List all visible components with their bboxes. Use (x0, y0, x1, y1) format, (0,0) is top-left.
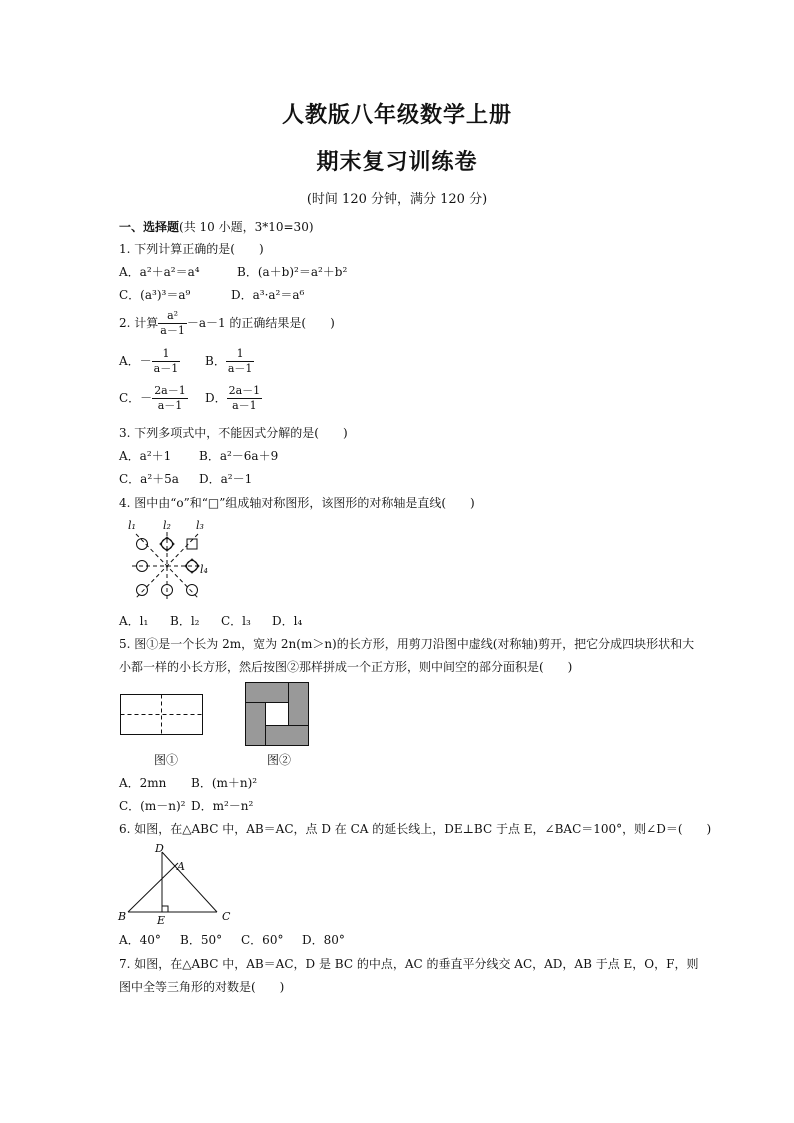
q2-option-c-label: C．－ (119, 391, 153, 405)
symmetry-figure (122, 518, 218, 606)
q2-option-b-label: B． (205, 354, 226, 368)
q4-option-a[interactable]: A．l₁ (119, 614, 149, 628)
point-d-label: D (155, 842, 164, 855)
question-1-options-row1 (119, 264, 347, 280)
figure-1-caption: 图① (154, 753, 179, 767)
q3-option-d[interactable]: D．a²－1 (199, 472, 253, 486)
q2-option-a-num: 1 (152, 347, 181, 362)
question-3-stem: 3. 下列多项式中，不能因式分解的是( ) (119, 426, 348, 440)
label-l1: l₁ (128, 519, 136, 532)
label-l4: l₄ (200, 563, 208, 576)
q2-option-a[interactable] (119, 347, 205, 376)
label-l2: l₂ (163, 519, 171, 532)
q2-frac-den: a－1 (160, 324, 185, 337)
q2-stem-prefix: 2. 计算 (119, 316, 159, 330)
question-1-options-row2 (119, 287, 304, 303)
q2-option-d-label: D． (205, 391, 227, 405)
q4-option-d[interactable]: D．l₄ (272, 614, 303, 628)
circle-shape (137, 585, 148, 596)
triangle-figure (116, 840, 240, 926)
q2-option-c-num: 2a－1 (154, 384, 186, 397)
q3-option-b[interactable]: B．a²－6a＋9 (199, 449, 279, 463)
figure-2-caption: 图② (267, 753, 292, 767)
q1-option-b[interactable]: B．(a＋b)²＝a²＋b² (237, 265, 348, 279)
q3-option-c[interactable]: C．a²＋5a (119, 472, 179, 486)
q2-option-d[interactable] (205, 384, 262, 413)
question-5-stem-line2: 小都一样的小长方形，然后按图②那样拼成一个正方形，则中间空的部分面积是( ) (119, 660, 573, 674)
question-6-stem: 6. 如图，在△ABC 中，AB＝AC，点 D 在 CA 的延长线上，DE⊥BC 于点 E，∠BAC＝100°，则∠D＝( ) (119, 822, 712, 836)
question-7-stem-line1: 7. 如图，在△ABC 中，AB＝AC，D 是 BC 的中点，AC 的垂直平分线交 AC，AD，AB 于点 E，O，F，则 (119, 957, 699, 971)
q2-option-d-num: 2a－1 (228, 384, 261, 397)
fig1-outline (121, 695, 203, 735)
q1-option-c[interactable]: C．(a³)³＝a⁹ (119, 288, 191, 302)
q6-option-c[interactable]: C．60° (241, 933, 284, 947)
q2-option-b-num: 1 (226, 347, 255, 362)
right-angle-mark (162, 906, 168, 912)
question-2-stem (119, 309, 335, 338)
question-5-options-row1 (119, 775, 257, 791)
section-heading-label: 一、选择题 (119, 220, 180, 234)
figure-2-square (246, 683, 309, 746)
q2-option-c[interactable] (119, 384, 205, 413)
q4-option-c[interactable]: C．l₃ (221, 614, 251, 628)
question-7-stem-line2: 图中全等三角形的对数是( ) (119, 980, 285, 994)
q2-option-b-den: a－1 (227, 362, 253, 375)
segment-ba (128, 863, 178, 912)
question-2-options-row2 (119, 384, 262, 413)
point-c-label: C (222, 910, 231, 923)
q1-option-a[interactable]: A．a²＋a²＝a⁴ (119, 265, 200, 279)
q3-option-a[interactable]: A．a²＋1 (119, 449, 172, 463)
circle-shape (187, 585, 198, 596)
q2-option-d-frac (227, 384, 263, 413)
section-heading-note: (共 10 小题，3*10=30) (179, 220, 314, 234)
q2-option-a-label: A．－ (119, 354, 152, 368)
point-b-label: B (118, 910, 127, 923)
question-5-stem-line1: 5. 图①是一个长为 2m，宽为 2n(m＞n)的长方形，用剪刀沿图中虚线(对称轴)剪开，把它分成四块形状和大 (119, 637, 695, 651)
label-l3: l₃ (196, 519, 204, 532)
question-4-options (119, 613, 302, 629)
q2-frac-num: a² (158, 309, 187, 324)
q5-option-b[interactable]: B．(m＋n)² (191, 776, 258, 790)
q6-option-b[interactable]: B．50° (180, 933, 223, 947)
q5-option-d[interactable]: D．m²－n² (191, 799, 254, 813)
question-2-options-row1 (119, 347, 254, 376)
q2-option-a-den: a－1 (153, 362, 179, 375)
q6-option-a[interactable]: A．40° (119, 933, 161, 947)
q6-option-d[interactable]: D．80° (302, 933, 345, 947)
q5-option-c[interactable]: C．(m－n)² (119, 799, 186, 813)
page-subtitle: 期末复习训练卷 (316, 150, 478, 175)
q5-option-a[interactable]: A．2mn (119, 776, 167, 790)
question-6-options (119, 932, 345, 948)
question-4-stem: 4. 图中由“ο”和“□”组成轴对称图形，该图形的对称轴是直线( ) (119, 496, 475, 510)
segment-cd (162, 852, 217, 912)
q2-option-c-frac (152, 384, 188, 413)
point-a-label: A (177, 860, 185, 873)
q2-option-c-den: a－1 (157, 399, 183, 412)
q2-option-d-den: a－1 (232, 399, 257, 412)
q2-option-a-frac (152, 347, 181, 376)
question-5-options-row2 (119, 798, 253, 814)
point-e-label: E (157, 914, 166, 926)
q2-stem-suffix: －a－1 的正确结果是( ) (186, 316, 335, 330)
question-1-stem: 1. 下列计算正确的是( ) (119, 242, 264, 256)
q2-option-b[interactable] (205, 347, 254, 376)
q4-option-b[interactable]: B．l₂ (170, 614, 200, 628)
figure-1-rectangle (121, 695, 203, 735)
q2-fraction (158, 309, 187, 338)
q2-option-b-frac (226, 347, 255, 376)
q1-option-d[interactable]: D．a³·a²＝a⁶ (231, 288, 305, 302)
page-title: 人教版八年级数学上册 (281, 103, 512, 128)
fig2-center-hole (266, 703, 289, 726)
section-heading (119, 218, 314, 235)
exam-info: (时间 120 分钟，满分 120 分) (306, 192, 488, 207)
question-3-options-row2 (119, 471, 252, 487)
question-3-options-row1 (119, 448, 278, 464)
